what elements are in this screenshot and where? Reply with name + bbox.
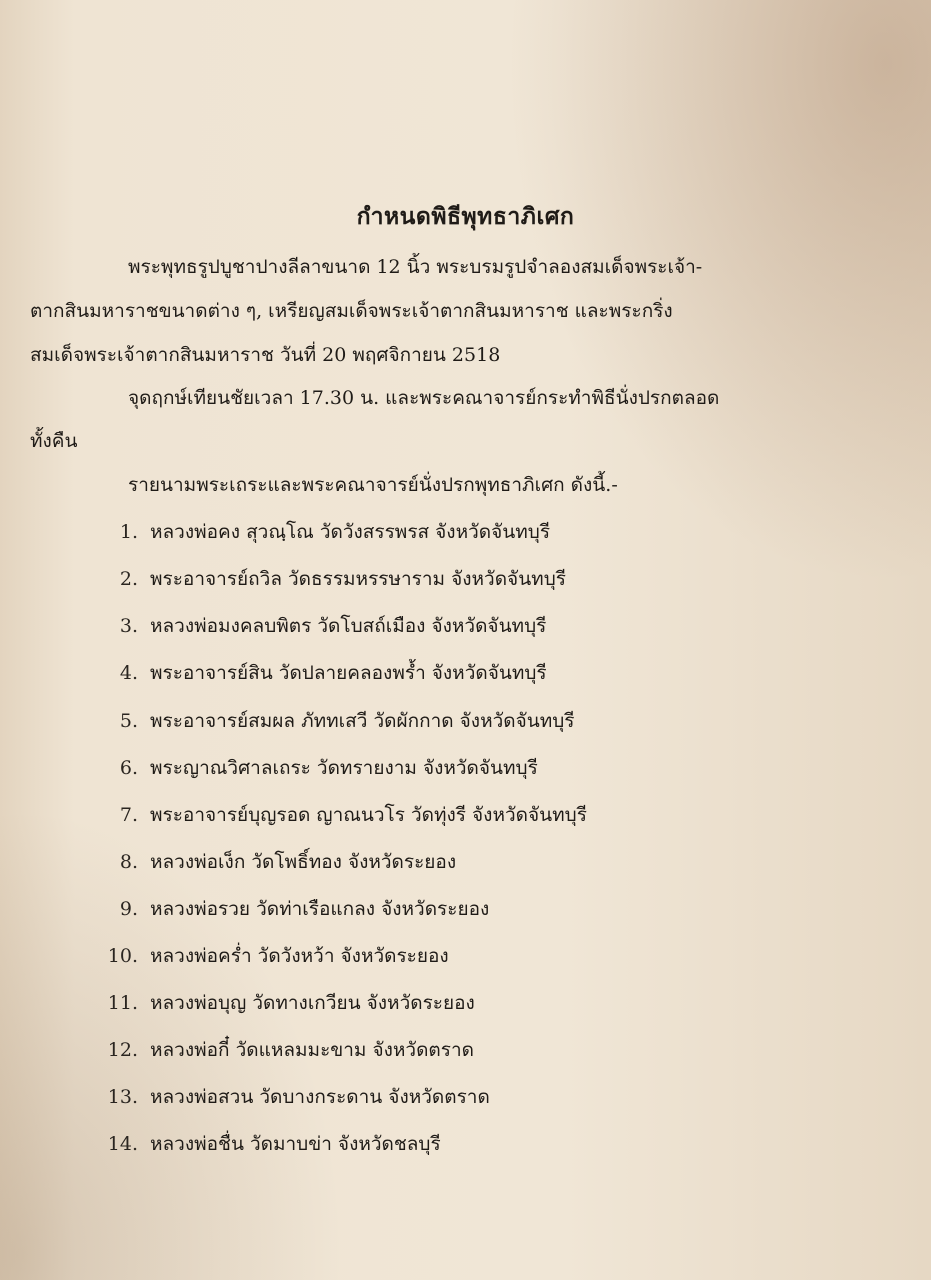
item-number: 12. — [107, 1039, 138, 1061]
list-item — [100, 1082, 490, 1112]
list-item — [100, 658, 547, 688]
list-item — [100, 941, 449, 971]
paragraph1-line1: พระพุทธรูปบูชาปางลีลาขนาด 12 นิ้ว พระบรมรูปจำลองสมเด็จพระเจ้า- — [128, 256, 703, 278]
document-title: กำหนดพิธีพุทธาภิเศก — [356, 203, 575, 230]
list-item — [100, 800, 587, 830]
item-number: 7. — [119, 804, 138, 826]
paragraph2-line1: จุดฤกษ์เทียนชัยเวลา 17.30 น. และพระคณาจารย์กระทำพิธีนั่งปรกตลอด — [128, 387, 720, 409]
item-number: 4. — [119, 662, 138, 684]
item-text: พระญาณวิศาลเถระ วัดทรายงาม จังหวัดจันทบุรี — [150, 757, 538, 779]
item-number: 8. — [119, 851, 138, 873]
list-item — [100, 894, 489, 924]
list-item — [100, 847, 456, 877]
item-text: หลวงพ่อสวน วัดบางกระดาน จังหวัดตราด — [150, 1086, 490, 1108]
list-item — [100, 517, 550, 547]
item-text: พระอาจารย์สมผล ภัททเสวี วัดผักกาด จังหวัดจันทบุรี — [150, 710, 575, 732]
item-text: หลวงพ่อรวย วัดท่าเรือแกลง จังหวัดระยอง — [150, 898, 490, 920]
item-text: หลวงพ่อคร่ำ วัดวังหว้า จังหวัดระยอง — [150, 945, 449, 967]
paragraph1-line2: ตากสินมหาราชขนาดต่าง ๆ, เหรียญสมเด็จพระเจ้าตากสินมหาราช และพระกริ่ง — [30, 300, 673, 322]
item-text: หลวงพ่อชื่น วัดมาบข่า จังหวัดชลบุรี — [150, 1133, 441, 1155]
item-number: 11. — [107, 992, 138, 1014]
item-text: พระอาจารย์ถวิล วัดธรรมหรรษาราม จังหวัดจันทบุรี — [150, 568, 566, 590]
item-number: 9. — [119, 898, 138, 920]
item-number: 10. — [107, 945, 138, 967]
item-number: 2. — [119, 568, 138, 590]
item-number: 6. — [119, 757, 138, 779]
paragraph2-line2: ทั้งคืน — [30, 430, 78, 452]
list-item — [100, 611, 546, 641]
item-number: 3. — [119, 615, 138, 637]
item-number: 1. — [119, 521, 138, 543]
paragraph1-line3: สมเด็จพระเจ้าตากสินมหาราช วันที่ 20 พฤศจิกายน 2518 — [30, 344, 501, 366]
list-item — [100, 753, 538, 783]
item-number: 14. — [107, 1133, 138, 1155]
list-item — [100, 988, 475, 1018]
list-item — [100, 1129, 441, 1159]
item-number: 13. — [107, 1086, 138, 1108]
item-text: หลวงพ่อเง็ก วัดโพธิ์ทอง จังหวัดระยอง — [150, 851, 457, 873]
item-text: หลวงพ่อบุญ วัดทางเกวียน จังหวัดระยอง — [150, 992, 475, 1014]
item-number: 5. — [119, 710, 138, 732]
item-text: พระอาจารย์สิน วัดปลายคลองพร้ำ จังหวัดจันทบุรี — [150, 662, 547, 684]
list-intro: รายนามพระเถระและพระคณาจารย์นั่งปรกพุทธาภิเศก ดังนี้.- — [128, 474, 618, 496]
list-item — [100, 1035, 474, 1065]
item-text: หลวงพ่อมงคลบพิตร วัดโบสถ์เมือง จังหวัดจันทบุรี — [150, 615, 547, 637]
item-text: หลวงพ่อกี๋ วัดแหลมมะขาม จังหวัดตราด — [150, 1039, 474, 1061]
item-text: หลวงพ่อคง สุวณฺโณ วัดวังสรรพรส จังหวัดจันทบุรี — [150, 521, 551, 543]
item-text: พระอาจารย์บุญรอด ญาณนวโร วัดทุ่งรี จังหวัดจันทบุรี — [150, 804, 587, 826]
list-item — [100, 706, 575, 736]
list-item — [100, 564, 566, 594]
